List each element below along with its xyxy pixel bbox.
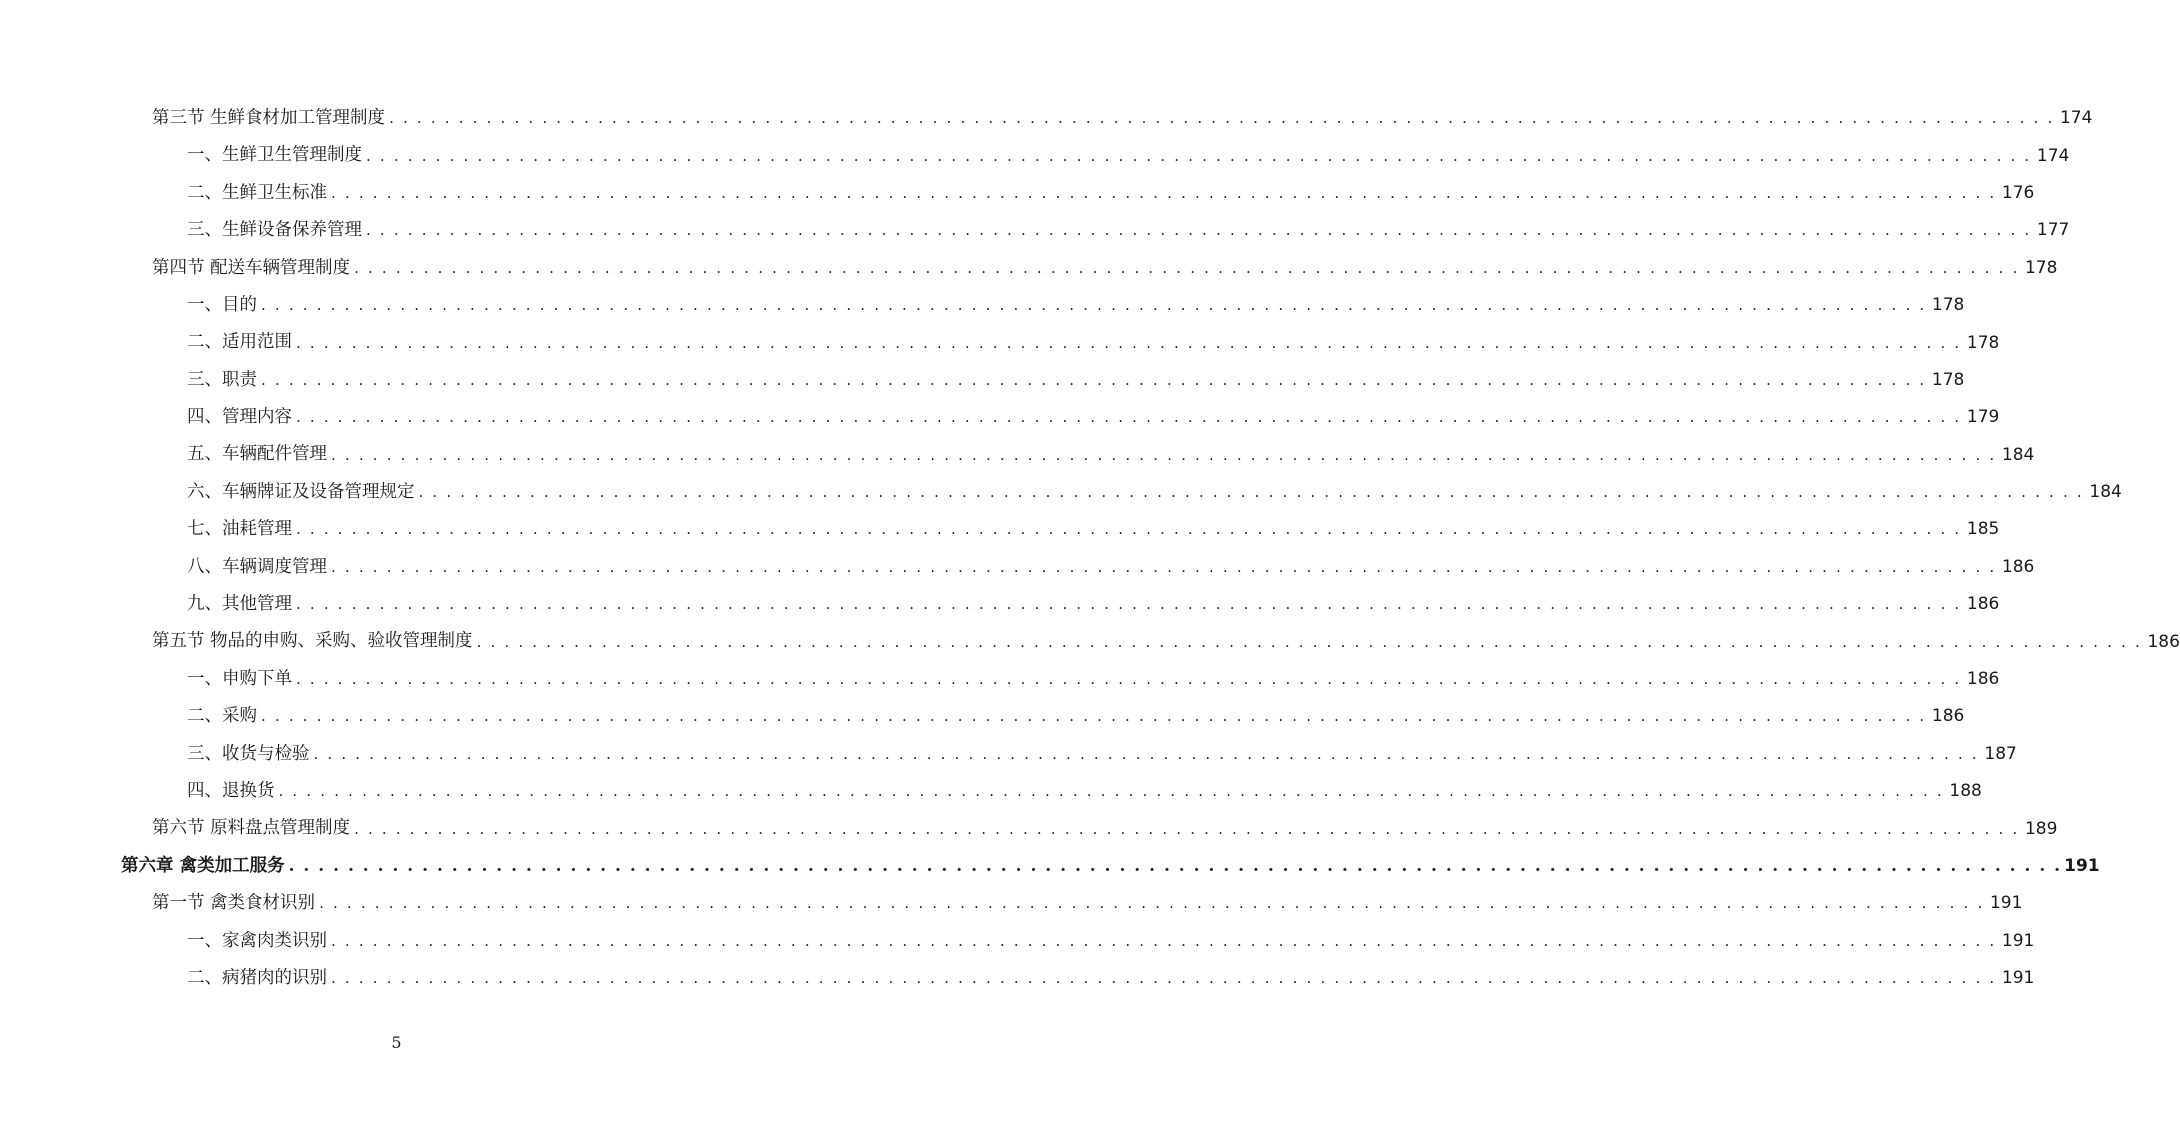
toc-subsection-entry: [0, 549, 2035, 586]
toc-entry-page: 186: [1931, 706, 1965, 727]
toc-subsection-entry: [0, 212, 2070, 249]
toc-entry-title: 四、退换货: [187, 780, 275, 801]
toc-leader-dots: . . . . . . . . . . . . . . . . . . . . . . . . . . . . . . . . . . . . . . . . . . . . . . . . . . . . . . . . . . . . . . . . . . . . . . . . . . . . . . . . . . . . . . . . . . . . . . . . . . . . . . . . . . . . . . . . . . . . . . . .: [354, 819, 2020, 838]
toc-subsection-entry: [0, 437, 2035, 474]
toc-entry-title: 第六章 禽类加工服务: [121, 855, 285, 876]
toc-leader-dots: . . . . . . . . . . . . . . . . . . . . . . . . . . . . . . . . . . . . . . . . . . . . . . . . . . . . . . . . . . . . . . . . . . . . . . . . . . . . . . . . . . . . . . . . . . . . . . . . . . . . . . . . . . . . . . . . . . . . . . . .: [296, 670, 1962, 689]
toc-subsection-entry: [0, 324, 2000, 361]
toc-section-entry: [0, 250, 2058, 287]
toc-leader-dots: . . . . . . . . . . . . . . . . . . . . . . . . . . . . . . . . . . . . . . . . . . . . . . . . . . . . . . . . . . . . . . . . . . . . . . . . . . . . . . . . . . . . . . . . . . . . . . . . . . . . . . . . . . . . . . . . . . . . . . . .: [296, 333, 1962, 352]
toc-leader-dots: . . . . . . . . . . . . . . . . . . . . . . . . . . . . . . . . . . . . . . . . . . . . . . . . . . . . . . . . . . . . . . . . . . . . . . . . . . . . . . . . . . . . . . . . . . . . . . . . . . . . . . . . . . . . . . . . . . . . . . . .: [296, 408, 1962, 427]
toc-entry-title: 二、病猪肉的识别: [187, 967, 327, 988]
toc-leader-dots: . . . . . . . . . . . . . . . . . . . . . . . . . . . . . . . . . . . . . . . . . . . . . . . . . . . . . . . . . . . . . . . . . . . . . . . . . . . . . . . . . . . . . . . . . . . . . . . . . . . . . . . . . . . . . . . . . . . . . . . .: [366, 221, 2032, 240]
toc-entry-title: 第一节 禽类食材识别: [152, 893, 316, 914]
toc-entry-title: 一、生鲜卫生管理制度: [187, 145, 362, 166]
toc-leader-dots: . . . . . . . . . . . . . . . . . . . . . . . . . . . . . . . . . . . . . . . . . . . . . . . . . . . . . . . . . . . . . . . . . . . . . . . . . . . . . . . . . . . . . . . . . . . . . . . . . . . . . . . . . . . . . . . . . . . . . . . .: [331, 445, 1997, 464]
toc-subsection-entry: [0, 960, 2035, 997]
toc-entry-page: 178: [2024, 257, 2058, 278]
toc-leader-dots: . . . . . . . . . . . . . . . . . . . . . . . . . . . . . . . . . . . . . . . . . . . . . . . . . . . . . . . . . . . . . . . . . . . . . . . . . . . . . . . . . . . . . . . . . . . . . . . . . . . . . . . . . . . . . . . . . . . . . . . .: [354, 258, 2020, 277]
toc-leader-dots: . . . . . . . . . . . . . . . . . . . . . . . . . . . . . . . . . . . . . . . . . . . . . . . . . . . . . . . . . . . . . . . . . . . . . . . . . . . . . . . . . . . . . . . . . . . . . . . . . . . . . . . . . . . . . . . . . . . . . . . .: [476, 632, 2142, 651]
toc-section-entry: [0, 623, 2180, 660]
toc-entry-title: 五、车辆配件管理: [187, 444, 327, 465]
toc-entry-page: 186: [1966, 669, 2000, 690]
toc-subsection-entry: [0, 287, 1965, 324]
toc-entry-page: 191: [2001, 930, 2035, 951]
toc-entry-title: 三、生鲜设备保养管理: [187, 220, 362, 241]
toc-entry-title: 六、车辆牌证及设备管理规定: [187, 481, 415, 502]
toc-subsection-entry: [0, 698, 1965, 735]
toc-chapter-entry: [0, 848, 2100, 885]
toc-leader-dots: . . . . . . . . . . . . . . . . . . . . . . . . . . . . . . . . . . . . . . . . . . . . . . . . . . . . . . . . . . . . . . . . . . . . . . . . . . . . . . . . . . . . . . . . . . . . . . . . . . . . . . . . . . . . . . . . . . . . . . . .: [331, 969, 1997, 988]
toc-leader-dots: . . . . . . . . . . . . . . . . . . . . . . . . . . . . . . . . . . . . . . . . . . . . . . . . . . . . . . . . . . . . . . . . . . . . . . . . . . . . . . . . . . . . . . . . . . . . . . . . . . . . . . . . . . . . . . . . . . . . . . . .: [389, 109, 2055, 128]
toc-entry-title: 第四节 配送车辆管理制度: [152, 257, 351, 278]
toc-entry-page: 191: [2001, 968, 2035, 989]
toc-entry-page: 174: [2036, 145, 2070, 166]
toc-entry-title: 一、目的: [187, 294, 257, 315]
toc-entry-page: 177: [2036, 220, 2070, 241]
toc-subsection-entry: [0, 661, 2000, 698]
toc-leader-dots: . . . . . . . . . . . . . . . . . . . . . . . . . . . . . . . . . . . . . . . . . . . . . . . . . . . . . . . . . . . . . . . . . . . . . . . . . . . . . . . . . . . . . . . . . . . . . . . . . . . . . . . . . . . . . . . . . . . . . . . .: [261, 296, 1927, 315]
toc-leader-dots: . . . . . . . . . . . . . . . . . . . . . . . . . . . . . . . . . . . . . . . . . . . . . . . . . . . . . . . . . . . . . . . . . . . . . . . . . . . . . . . . . . . . . . . . . . . . . . . . . . . . . . . . . . . . . . . . . . . . . . . .: [261, 370, 1927, 389]
toc-leader-dots: . . . . . . . . . . . . . . . . . . . . . . . . . . . . . . . . . . . . . . . . . . . . . . . . . . . . . . . . . . . . . . . . . . . . . . . . . . . . . . . . . . . . . . . . . . . . . . . . . . . . . . . . . . . . . . . . . . . . . . . .: [278, 782, 1944, 801]
toc-entry-title: 二、适用范围: [187, 332, 292, 353]
toc-subsection-entry: [0, 586, 2000, 623]
toc-entry-page: 185: [1966, 519, 2000, 540]
toc-entry-title: 第五节 物品的申购、采购、验收管理制度: [152, 631, 473, 652]
toc-leader-dots: . . . . . . . . . . . . . . . . . . . . . . . . . . . . . . . . . . . . . . . . . . . . . . . . . . . . . . . . . . . . . . . . . . . . . . . . . . . . . . . . . . . . . . . . . . . . . . . . . . . . . . . . . . . . . . . . . . . . . . . .: [296, 595, 1962, 614]
toc-subsection-entry: [0, 399, 2000, 436]
toc-leader-dots: . . . . . . . . . . . . . . . . . . . . . . . . . . . . . . . . . . . . . . . . . . . . . . . . . . . . . . . . . . . . . . . . . . . . . . . . . . . . . . . . . . . . . . . . . . . . . . . . . . . . . . . . . . . . . . . . . . . . . . . .: [296, 520, 1962, 539]
toc-entry-title: 第六节 原料盘点管理制度: [152, 818, 351, 839]
toc-leader-dots: . . . . . . . . . . . . . . . . . . . . . . . . . . . . . . . . . . . . . . . . . . . . . . . . . . . . . . . . . . . . . . . . . . . . . . . . . . . . . . . . . . . . . . . . . . . . . . . . . . . . . . . . . . . . . . . . . . . . . . . .: [331, 183, 1997, 202]
toc-entry-title: 八、车辆调度管理: [187, 556, 327, 577]
toc-leader-dots: . . . . . . . . . . . . . . . . . . . . . . . . . . . . . . . . . . . . . . . . . . . . . . . . . . . . . . . . . . . . . . . . . . . . . . . . . . . . . . . . . . . . . . . . . . . . . . . . . . . . . . . . . . . . . . . . . . . . . . . .: [313, 744, 1979, 763]
toc-entry-page: 178: [1966, 332, 2000, 353]
toc-entry-title: 九、其他管理: [187, 594, 292, 615]
toc-entry-page: 189: [2024, 818, 2058, 839]
toc-section-entry: [0, 885, 2023, 922]
page-number: 5: [391, 1033, 402, 1052]
toc-entry-page: 174: [2059, 108, 2093, 129]
toc-entry-page: 188: [1949, 781, 1982, 802]
toc-entry-page: 179: [1966, 407, 2000, 428]
toc-entry-page: 178: [1931, 369, 1965, 390]
toc-leader-dots: . . . . . . . . . . . . . . . . . . . . . . . . . . . . . . . . . . . . . . . . . . . . . . . . . . . . . . . . . . . . . . . . . . . . . . . . . . . . . . . . . . . . . . . . . . . . . . . . . . . . . . . . . . . . . . . . . . . . . . . .: [319, 894, 1985, 913]
toc-entry-title: 一、申购下单: [187, 668, 292, 689]
toc-entry-title: 第三节 生鲜食材加工管理制度: [152, 107, 386, 128]
toc-leader-dots: . . . . . . . . . . . . . . . . . . . . . . . . . . . . . . . . . . . . . . . . . . . . . . . . . . . . . . . . . . . . . . . . . . . . . . . . . . . . . . . . . . . . . . . . . . . . . . . . . . . . . . . . . . . . . . . . . . . . . . . .: [288, 856, 2062, 876]
toc-entry-page: 186: [2147, 631, 2180, 652]
toc-entry-page: 186: [1966, 594, 2000, 615]
toc-entry-title: 四、管理内容: [187, 407, 292, 428]
toc-entry-title: 七、油耗管理: [187, 519, 292, 540]
toc-subsection-entry: [0, 736, 2017, 773]
toc-section-entry: [0, 100, 2093, 137]
toc-leader-dots: . . . . . . . . . . . . . . . . . . . . . . . . . . . . . . . . . . . . . . . . . . . . . . . . . . . . . . . . . . . . . . . . . . . . . . . . . . . . . . . . . . . . . . . . . . . . . . . . . . . . . . . . . . . . . . . . . . . . . . . .: [331, 557, 1997, 576]
toc-entry-page: 176: [2001, 182, 2035, 203]
toc-subsection-entry: [0, 137, 2070, 174]
toc-leader-dots: . . . . . . . . . . . . . . . . . . . . . . . . . . . . . . . . . . . . . . . . . . . . . . . . . . . . . . . . . . . . . . . . . . . . . . . . . . . . . . . . . . . . . . . . . . . . . . . . . . . . . . . . . . . . . . . . . . . . . . . .: [418, 483, 2084, 502]
toc-subsection-entry: [0, 474, 2122, 511]
toc-subsection-entry: [0, 511, 2000, 548]
toc-entry-title: 一、家禽肉类识别: [187, 930, 327, 951]
toc-entry-page: 191: [2064, 856, 2100, 876]
toc-entry-page: 187: [1984, 743, 2017, 764]
toc-entry-page: 186: [2001, 556, 2035, 577]
toc-leader-dots: . . . . . . . . . . . . . . . . . . . . . . . . . . . . . . . . . . . . . . . . . . . . . . . . . . . . . . . . . . . . . . . . . . . . . . . . . . . . . . . . . . . . . . . . . . . . . . . . . . . . . . . . . . . . . . . . . . . . . . . .: [366, 146, 2032, 165]
toc-subsection-entry: [0, 923, 2035, 960]
toc-subsection-entry: [0, 773, 1982, 810]
toc-entry-title: 二、生鲜卫生标准: [187, 182, 327, 203]
toc-entry-title: 二、采购: [187, 706, 257, 727]
toc-entry-title: 三、职责: [187, 369, 257, 390]
toc-section-entry: [0, 810, 2058, 847]
toc-subsection-entry: [0, 175, 2035, 212]
toc-leader-dots: . . . . . . . . . . . . . . . . . . . . . . . . . . . . . . . . . . . . . . . . . . . . . . . . . . . . . . . . . . . . . . . . . . . . . . . . . . . . . . . . . . . . . . . . . . . . . . . . . . . . . . . . . . . . . . . . . . . . . . . .: [261, 707, 1927, 726]
toc-entry-title: 三、收货与检验: [187, 743, 310, 764]
toc-entry-page: 191: [1989, 893, 2023, 914]
toc-entry-page: 178: [1931, 295, 1965, 316]
table-of-contents: [0, 100, 2180, 997]
toc-entry-page: 184: [2089, 482, 2122, 503]
toc-leader-dots: . . . . . . . . . . . . . . . . . . . . . . . . . . . . . . . . . . . . . . . . . . . . . . . . . . . . . . . . . . . . . . . . . . . . . . . . . . . . . . . . . . . . . . . . . . . . . . . . . . . . . . . . . . . . . . . . . . . . . . . .: [331, 931, 1997, 950]
toc-entry-page: 184: [2001, 444, 2035, 465]
toc-subsection-entry: [0, 362, 1965, 399]
